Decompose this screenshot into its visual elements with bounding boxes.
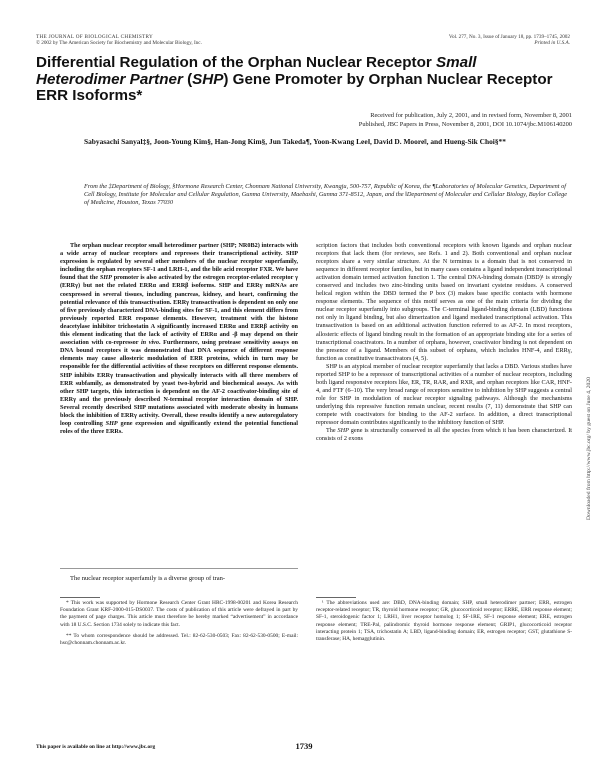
right-column-body — [316, 242, 572, 443]
page-number: 1739 — [295, 741, 313, 751]
title-italic: SHP — [192, 70, 224, 88]
received-line: Received for publication, July 2, 2001, and in revised form, November 8, 2001 — [370, 112, 572, 119]
issue-header — [360, 34, 570, 47]
body-paragraph: scription factors that includes both conventional receptors with known ligands and orphan nuclear receptors that lack them (for reviews, see Refs. 1 and 2). Both conventional and orphan nuclear receptors share a very similar structure. At the N terminus is a domain that is not conserved in sequence in different receptor families, but in many cases contains a ligand independent transcriptional activation domain termed activation function 1. The central DNA-binding domain (DBD)¹ is strongly conserved and includes two zinc-binding units based on invariant cysteine residues. A conserved helical region within the DBD termed the P box (3) makes base specific contacts with hormone response elements. The sequence of this motif serves as one of the main criteria for dividing the nuclear receptor superfamily into subgroups. The C-terminal ligand-binding domain (LBD) functions not only in ligand binding, but also dimerization and ligand mediated transcriptional activation. This transactivation is based on an additional activation function referred to as AF-2. In most receptors, allosteric effects of ligand binding result in the formation of an appropriate binding site for a series of transcriptional coactivators. In a number of orphans, however, coactivator binding is not dependent on the presence of a ligand. Members of this subset of orphans, which includes HNF-4, and ERRγ, function as constitutive transactivators (4, 5). — [316, 242, 572, 362]
copyright-line: © 2002 by The American Society for Biochemistry and Molecular Biology, Inc. — [36, 40, 202, 47]
published-line: Published, JBC Papers in Press, November 8, 2001, DOI 10.1074/jbc.M106140200 — [358, 120, 572, 128]
journal-header — [36, 34, 316, 47]
intro-paragraph: The nuclear receptor superfamily is a diverse group of tran- — [70, 575, 226, 582]
abstract-text: . Furthermore, using protease sensitivity assays on DNA bound receptors it was demonstrated that DNA sequence of different response elements may cause allosteric modulation of ERR proteins, which in turn may be responsible for the differential activities of these receptors on different response elements. SHP inhibits ERRγ transactivation and physically interacts with all three members of ERR subfamily, as demonstrated by yeast two-hybrid and biochemical assays. As with other SHP targets, this interaction is dependent on the AF-2 coactivator-binding site of ERRγ and the previously described N-terminal receptor interaction domain of SHP. Several recently described SHP mutations associated with moderate obesity in humans block the inhibition of ERRγ activity. Overall, these results identify a new autoregulatory loop controlling — [60, 339, 298, 428]
title-part: Differential Regulation of the Orphan Nuclear Receptor — [36, 54, 436, 71]
online-availability: This paper is available on line at http://www.jbc.org — [36, 744, 156, 750]
title-italic: Small Heterodimer Partner — [36, 54, 477, 88]
abstract-text: gene expression and significantly extend the potential functional roles of the three ERRs. — [60, 420, 298, 436]
printed-in: Printed in U.S.A. — [534, 40, 570, 47]
footnote-divider — [316, 597, 356, 598]
funding-footnote: * This work was supported by Hormone Research Center Grant HRC-1998-00201 and Korea Research Foundation Grant KRF-2000-015-DS0037. The costs of publication of this article were defrayed in part by the payment of page charges. This article must therefore be hereby marked “advertisement” in accordance with 18 U.S.C. Section 1734 solely to indicate this fact. — [60, 600, 298, 628]
title-part: ) Gene Promoter by Orphan Nuclear Receptor ERR Isoforms* — [36, 70, 553, 105]
abstract-text: promoter is also activated by the estrogen receptor-related receptor γ (ERRγ) but not the related ERRα and ERRβ isoforms. SHP and ERRγ mRNAs are coexpressed in several tissues, including pancreas, kidney, and heart, confirming the potential relevance of this transactivation. ERRγ transactivation is dependent on only one of five previously characterized DNA-binding sites for SF-1, and this element differs from previously reported ERR response elements. However, treatment with the histone deacetylase inhibitor trichostatin A significantly increased ERRα and ERRβ activity on this element indicating that the lack of activity of ERRα and -β may depend on their association with co-repressor — [60, 274, 298, 347]
correspondence-footnote: ** To whom correspondence should be addressed. Tel.: 82-62-530-0503; Fax: 82-62-530-0500; E-mail: hsc@chonnam.chonnam.ac.kr. — [60, 632, 298, 647]
author-list: Sabyasachi Sanyal‡§, Joon-Young Kim§, Han-Jong Kim§, Jun Takeda¶, Yoon-Kwang Lee‖, David D. Moore‖, and Hueng-Sik Choi§** — [84, 137, 506, 146]
article-title — [36, 55, 556, 105]
body-paragraph — [316, 427, 572, 443]
body-paragraph: SHP is an atypical member of nuclear receptor superfamily that lacks a DBD. Various studies have reported SHP to be a repressor of transcriptional activities of a number of nuclear receptors, including both ligand responsive receptors like, ER, TR, RAR, and RXR, and orphan receptors like CAR, HNF-4, and FTF (6–10). The very broad range of receptors sensitive to inhibition by SHP suggests a central role for SHP in modulation of nuclear receptor signaling pathways. Although the mechanisms underlying this repressive function remain unclear, recent results (7, 11) demonstrate that SHP can compete with coactivators for binding to the AF-2 surface. In addition, a direct transcriptional repressor domain contributes significantly to the inhibitory function of SHP. — [316, 362, 572, 427]
title-part: ( — [182, 70, 193, 88]
abstract-italic: SHP — [105, 420, 118, 428]
issue-info: Vol. 277, No. 3, Issue of January 18, pp. 1739–1745, 2002 — [448, 34, 570, 40]
body-text: The — [326, 427, 338, 435]
abstract — [60, 242, 298, 436]
abbreviations-footnote: ¹ The abbreviations used are: DBD, DNA-binding domain; SHP, small heterodimer partner; ERR, estrogen receptor-related receptor; TR, thyroid hormone receptor; GR, glucocorticoid receptor; ERRE, ERR response element; SF-1, steroidogenic factor 1; LRH1, liver receptor homolog 1; SF-1RE, SF-1 response element; ERE, estrogen response element; TRE-Pal, palindromic thyroid hormone response element; GRIP1, glucocorticoid receptor interacting protein 1; TSA, trichostatin A; LBD, ligand-binding domain; ER, estrogen receptor; GST, glutathione S-transferase; HA, hemagglutinin. — [316, 600, 572, 643]
abstract-text: The orphan nuclear receptor small heterodimer partner (SHP; NR0B2) interacts with a wide array of nuclear receptors and represses their transcriptional activity. SHP expression is regulated by several other members of the nuclear receptor superfamily, including the orphan receptors SF-1 and LRH-1, and the bile acid receptor FXR. We have found that the — [60, 242, 298, 282]
journal-name: THE JOURNAL OF BIOLOGICAL CHEMISTRY — [36, 34, 154, 40]
affiliations: From the ‡Department of Biology, §Hormone Research Center, Chonnam National University, Kwangju, 500-757, Republic of Korea, the ¶Laboratories of Molecular Genetics, Department of Cell Biology, Institute for Molecular and Cellular Regulation, Gunma University, Maebashi, Gunma 371-8512, Japan, and the ‖Department of Molecular and Cellular Biology, Baylor College of Medicine, Houston, Texas 77030 — [84, 183, 568, 206]
footnote-divider — [60, 597, 100, 598]
footnotes-left — [60, 600, 298, 647]
download-note: Downloaded from http://www.jbc.org/ by guest on June 4, 2020 — [586, 377, 592, 520]
abstract-italic: in vivo — [140, 339, 159, 347]
footnotes-right — [316, 600, 572, 643]
body-italic: SHP — [337, 427, 349, 435]
abstract-italic: SHP — [99, 274, 112, 282]
body-text: gene is structurally conserved in all the species from which it has been characterized. It consists of 2 exons — [316, 427, 572, 443]
abstract-divider — [60, 568, 298, 569]
publication-dates — [200, 112, 572, 129]
